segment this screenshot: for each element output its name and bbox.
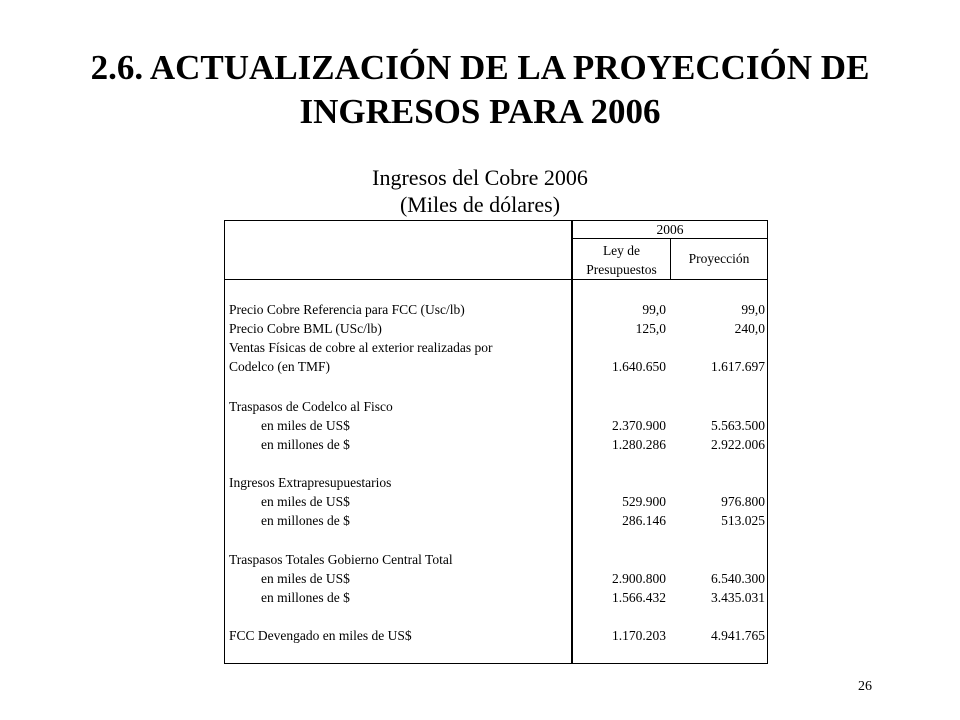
row-value-proyeccion: 513.025 <box>721 513 765 528</box>
row-label: en millones de $ <box>261 437 350 452</box>
row-value-ley: 1.170.203 <box>612 628 666 643</box>
row-value-proyeccion: 4.941.765 <box>711 628 765 643</box>
row-label: Precio Cobre Referencia para FCC (Usc/lb) <box>229 302 465 317</box>
section-label: Ingresos Extrapresupuestarios <box>229 475 392 490</box>
row-value-ley: 2.900.800 <box>612 571 666 586</box>
section-label: Traspasos de Codelco al Fisco <box>229 399 393 414</box>
year-divider <box>571 238 767 239</box>
row-value-proyeccion: 99,0 <box>741 302 765 317</box>
row-label: Ventas Físicas de cobre al exterior realizadas por <box>229 340 493 355</box>
table-caption <box>0 164 960 218</box>
row-label: Precio Cobre BML (USc/lb) <box>229 321 382 336</box>
table-caption-line-2: (Miles de dólares) <box>399 192 561 217</box>
revenue-table <box>224 220 768 664</box>
row-label: en millones de $ <box>261 513 350 528</box>
year-header: 2006 <box>656 222 684 237</box>
page-number: 26 <box>858 679 872 694</box>
row-value-ley: 125,0 <box>635 321 666 336</box>
row-value-ley: 1.566.432 <box>612 590 666 605</box>
column-header-ley: Ley de Presupuestos <box>586 243 657 277</box>
row-value-proyeccion: 976.800 <box>721 494 765 509</box>
row-label: en millones de $ <box>261 590 350 605</box>
slide-title <box>0 46 960 134</box>
row-value-ley: 2.370.900 <box>612 418 666 433</box>
row-label: Codelco (en TMF) <box>229 359 330 374</box>
table-caption-line-1: Ingresos del Cobre 2006 <box>372 165 588 190</box>
slide-title-line-1: 2.6. ACTUALIZACIÓN DE LA PROYECCIÓN DE <box>90 48 870 87</box>
header-divider <box>225 279 767 280</box>
row-label: en miles de US$ <box>261 418 350 433</box>
row-value-ley: 529.900 <box>622 494 666 509</box>
row-value-proyeccion: 1.617.697 <box>711 359 765 374</box>
row-value-ley: 286.146 <box>622 513 666 528</box>
slide-title-line-2: INGRESOS PARA 2006 <box>299 92 661 131</box>
row-value-proyeccion: 3.435.031 <box>711 590 765 605</box>
row-value-ley: 1.280.286 <box>612 437 666 452</box>
row-value-ley: 1.640.650 <box>612 359 666 374</box>
row-label: en miles de US$ <box>261 494 350 509</box>
column-header-proyeccion: Proyección <box>688 251 750 266</box>
row-value-proyeccion: 2.922.006 <box>711 437 765 452</box>
row-label: FCC Devengado en miles de US$ <box>229 628 412 643</box>
row-label: en miles de US$ <box>261 571 350 586</box>
row-value-proyeccion: 240,0 <box>734 321 765 336</box>
row-value-proyeccion: 6.540.300 <box>711 571 765 586</box>
row-value-ley: 99,0 <box>642 302 666 317</box>
section-label: Traspasos Totales Gobierno Central Total <box>229 552 453 567</box>
row-value-proyeccion: 5.563.500 <box>711 418 765 433</box>
